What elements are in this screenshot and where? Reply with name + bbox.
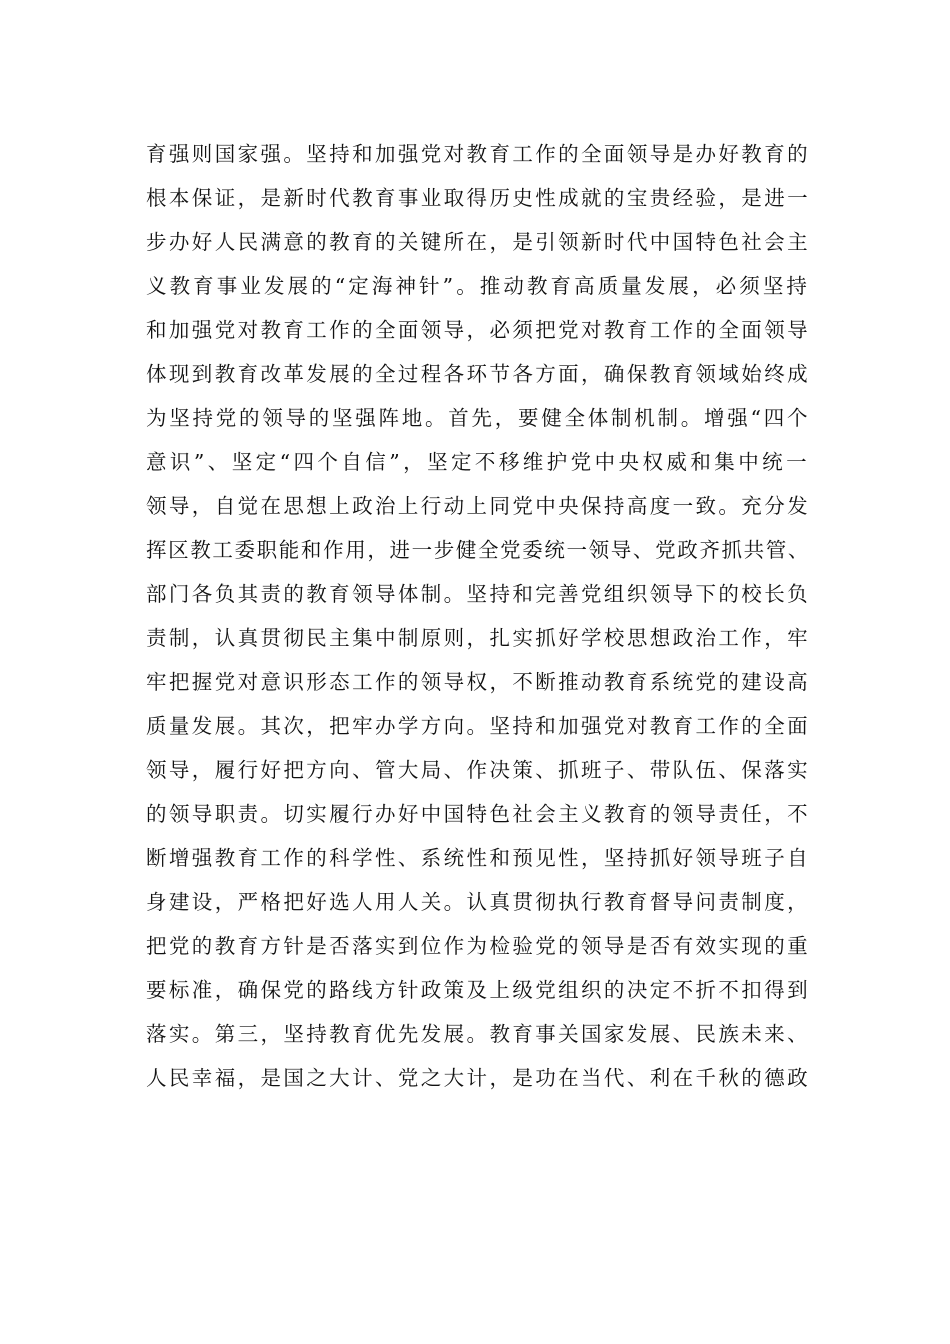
text-line: 育强则国家强。坚持和加强党对教育工作的全面领导是办好教育的	[146, 142, 810, 166]
text-line: 步办好人民满意的教育的关键所在，是引领新时代中国特色社会主	[146, 230, 810, 254]
text-line: 领导，自觉在思想上政治上行动上同党中央保持高度一致。充分发	[146, 494, 810, 518]
text-line: 部门各负其责的教育领导体制。坚持和完善党组织领导下的校长负	[146, 582, 810, 606]
text-line: 责制，认真贯彻民主集中制原则，扎实抓好学校思想政治工作，牢	[146, 626, 810, 650]
text-line: 要标准，确保党的路线方针政策及上级党组织的决定不折不扣得到	[146, 978, 810, 1002]
text-line: 体现到教育改革发展的全过程各环节各方面，确保教育领域始终成	[146, 362, 810, 386]
text-line: 身建设，严格把好选人用人关。认真贯彻执行教育督导问责制度，	[146, 890, 810, 914]
text-line: 断增强教育工作的科学性、系统性和预见性，坚持抓好领导班子自	[146, 846, 810, 870]
text-line: 根本保证，是新时代教育事业取得历史性成就的宝贵经验，是进一	[146, 186, 810, 210]
text-line: 和加强党对教育工作的全面领导，必须把党对教育工作的全面领导	[146, 318, 810, 342]
text-line: 把党的教育方针是否落实到位作为检验党的领导是否有效实现的重	[146, 934, 810, 958]
body-text	[146, 132, 810, 1100]
text-line: 领导，履行好把方向、管大局、作决策、抓班子、带队伍、保落实	[146, 758, 810, 782]
text-line: 义教育事业发展的“定海神针”。推动教育高质量发展，必须坚持	[146, 274, 810, 298]
text-line: 牢把握党对意识形态工作的领导权，不断推动教育系统党的建设高	[146, 670, 810, 694]
text-line: 人民幸福，是国之大计、党之大计，是功在当代、利在千秋的德政	[146, 1066, 810, 1090]
text-line: 为坚持党的领导的坚强阵地。首先，要健全体制机制。增强“四个	[146, 406, 811, 430]
text-line: 意识”、坚定“四个自信”，坚定不移维护党中央权威和集中统一	[146, 450, 810, 474]
text-line: 落实。第三，坚持教育优先发展。教育事关国家发展、民族未来、	[146, 1022, 810, 1046]
text-line: 质量发展。其次，把牢办学方向。坚持和加强党对教育工作的全面	[146, 714, 810, 738]
text-line: 挥区教工委职能和作用，进一步健全党委统一领导、党政齐抓共管、	[146, 538, 810, 562]
text-line: 的领导职责。切实履行办好中国特色社会主义教育的领导责任，不	[146, 802, 810, 826]
